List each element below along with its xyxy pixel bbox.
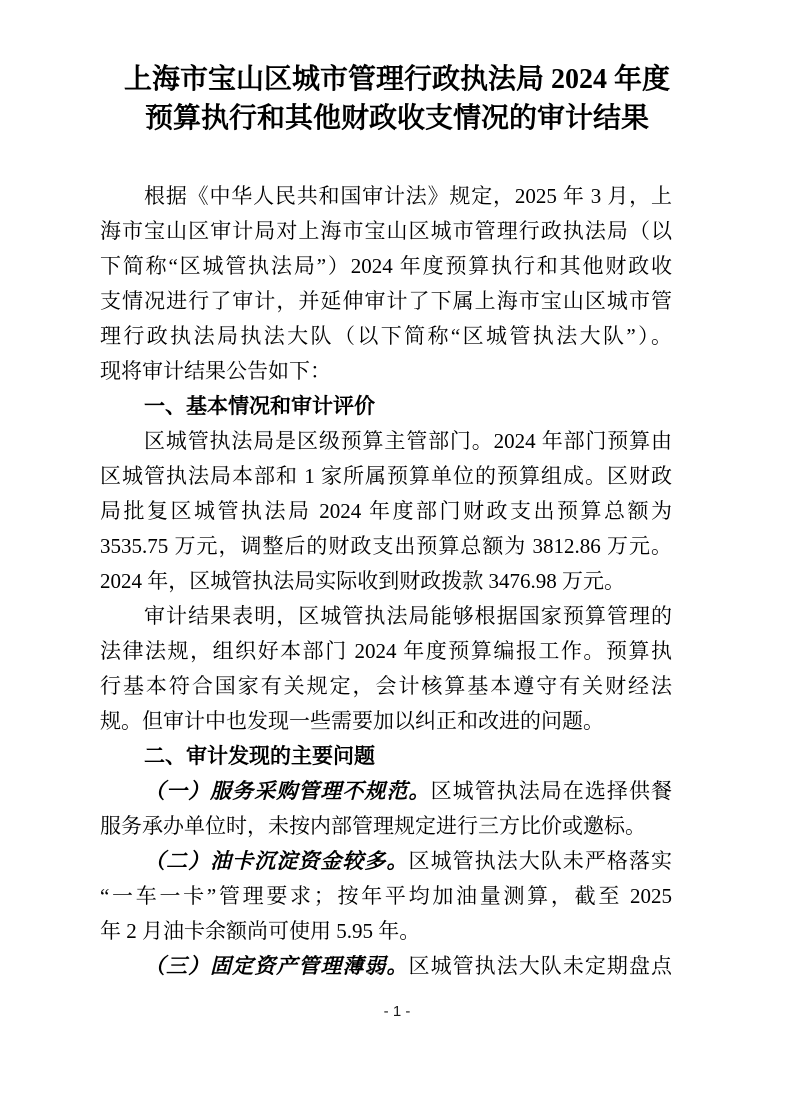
text-line: 2024 年，区城管执法局实际收到财政拨款 3476.98 万元。	[100, 569, 625, 593]
section-heading: 二、审计发现的主要问题	[144, 745, 375, 768]
text-line: 行基本符合国家有关规定，会计核算基本遵守有关财经法	[100, 674, 672, 698]
text-line: 根据《中华人民共和国审计法》规定，2025 年 3 月，上	[144, 184, 672, 208]
item-lead: （三）固定资产管理薄弱。	[144, 954, 409, 978]
item-lead: （一）服务采购管理不规范。	[144, 779, 431, 803]
title-line-2: 预算执行和其他财政收支情况的审计结果	[144, 103, 649, 134]
text-line: 局批复区城管执法局 2024 年度部门财政支出预算总额为	[100, 499, 672, 523]
title-line-1: 上海市宝山区城市管理行政执法局 2024 年度	[123, 64, 670, 95]
text-line: 服务承办单位时，未按内部管理规定进行三方比价或邀标。	[100, 814, 646, 838]
text-line: （一）服务采购管理不规范。区城管执法局在选择供餐	[144, 779, 672, 803]
page-number: - 1 -	[383, 1003, 411, 1020]
text-line: 区城管执法局本部和 1 家所属预算单位的预算组成。区财政	[100, 464, 672, 488]
document-title	[0, 0, 794, 138]
text-line: 年 2 月油卡余额尚可使用 5.95 年。	[100, 919, 421, 943]
text-line: 法律法规，组织好本部门 2024 年度预算编报工作。预算执	[100, 639, 672, 663]
text-line: 3535.75 万元，调整后的财政支出预算总额为 3812.86 万元。	[100, 534, 672, 558]
item-lead: （二）油卡沉淀资金较多。	[144, 849, 409, 873]
document-body	[100, 179, 672, 984]
text-line: 区城管执法局是区级预算主管部门。2024 年部门预算由	[144, 429, 672, 453]
text-line: （三）固定资产管理薄弱。区城管执法大队未定期盘点	[144, 954, 672, 978]
text-line: 理行政执法局执法大队（以下简称“区城管执法大队”）。	[100, 324, 672, 348]
text-line: 规。但审计中也发现一些需要加以纠正和改进的问题。	[100, 709, 604, 733]
text-line: 现将审计结果公告如下：	[100, 359, 331, 383]
text-line: （二）油卡沉淀资金较多。区城管执法大队未严格落实	[144, 849, 672, 873]
text-line: 海市宝山区审计局对上海市宝山区城市管理行政执法局（以	[100, 219, 672, 243]
text-line: 支情况进行了审计，并延伸审计了下属上海市宝山区城市管	[100, 289, 672, 313]
text-line: 下简称“区城管执法局”）2024 年度预算执行和其他财政收	[100, 254, 672, 278]
text-line: “一车一卡”管理要求；按年平均加油量测算，截至 2025	[100, 884, 672, 908]
text-line: 审计结果表明，区城管执法局能够根据国家预算管理的	[144, 604, 672, 628]
section-heading: 一、基本情况和审计评价	[144, 395, 375, 418]
